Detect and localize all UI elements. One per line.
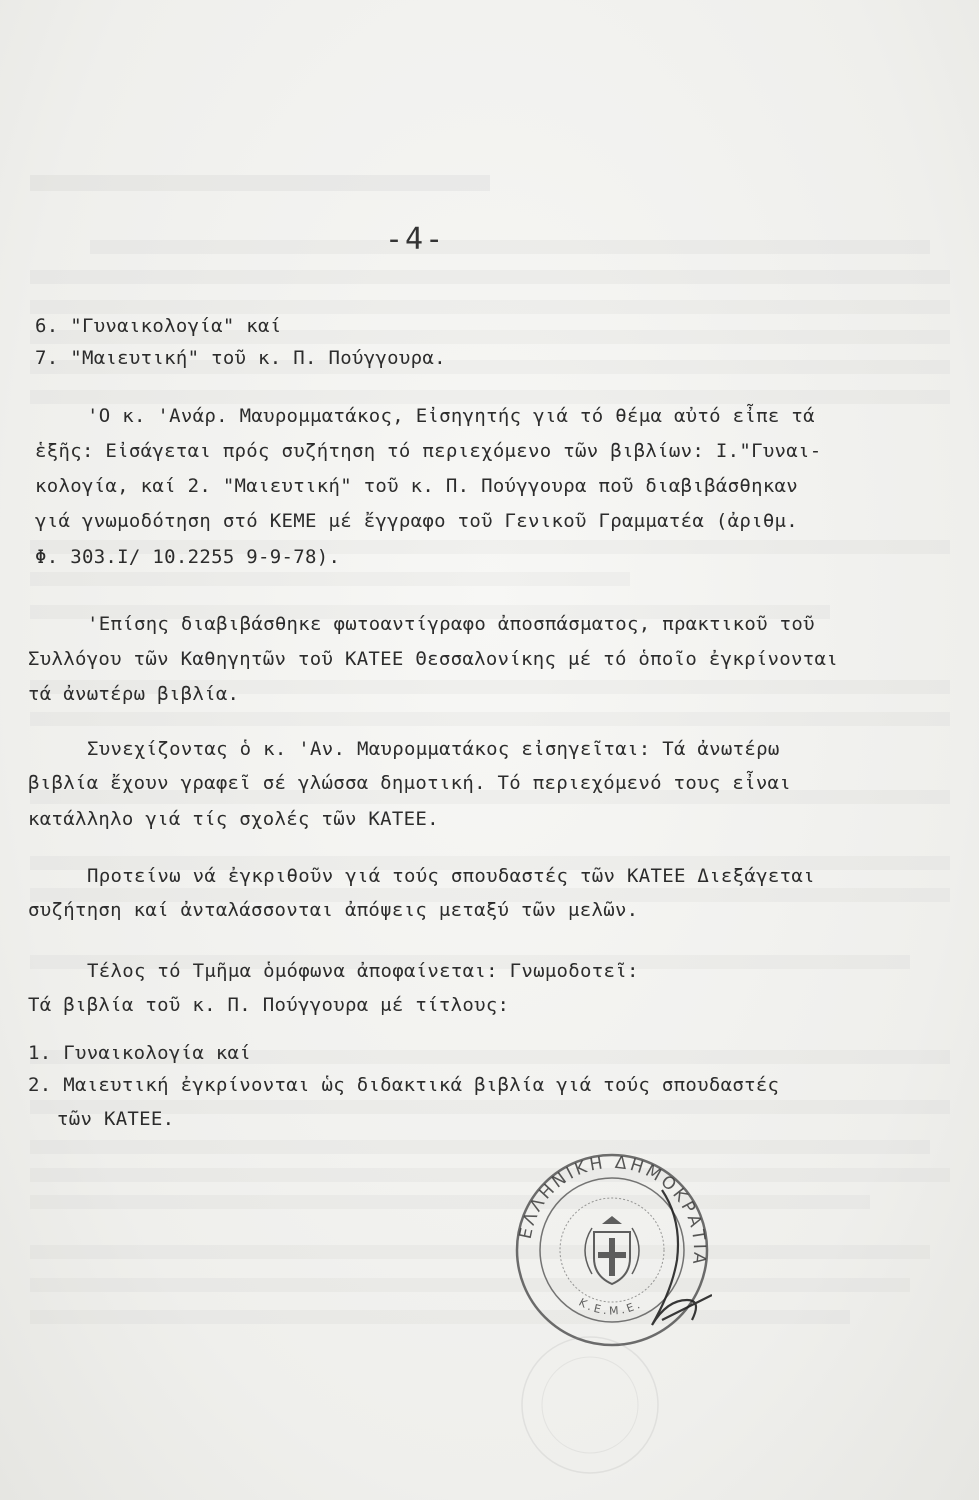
paragraph-3-line-2: βιβλία ἔχουν γραφεῖ σέ γλώσσα δημοτική. Τό περιεχόμενό τους εἶναι xyxy=(28,772,792,794)
paragraph-5-line-1: Τέλος τό Τμῆμα ὁμόφωνα ἀποφαίνεται: Γνωμοδοτεῖ: xyxy=(87,960,639,982)
paragraph-2-line-3: τά ἀνωτέρω βιβλία. xyxy=(28,683,240,705)
paragraph-1-line-2: ἑξῆς: Εἰσάγεται πρός συζήτηση τό περιεχόμενο τῶν βιβλίων: Ι."Γυναι- xyxy=(35,440,822,462)
paragraph-1-line-4: γιά γνωμοδότηση στό ΚΕΜΕ μέ ἔγγραφο τοῦ Γενικοῦ Γραμματέα (ἀριθμ. xyxy=(35,510,799,532)
numbered-item-2-line-2: τῶν ΚΑΤΕΕ. xyxy=(57,1108,175,1130)
paragraph-3-line-3: κατάλληλο γιά τίς σχολές τῶν ΚΑΤΕΕ. xyxy=(28,808,439,830)
page-number: -4- xyxy=(385,222,446,257)
numbered-item-1: 1. Γυναικολογία καί xyxy=(28,1042,252,1064)
paragraph-4-line-2: συζήτηση καί ἀνταλάσσονται ἀπόψεις μεταξύ τῶν μελῶν. xyxy=(28,899,639,921)
paragraph-5-line-2: Τά βιβλία τοῦ κ. Π. Πούγγουρα μέ τίτλους: xyxy=(28,994,510,1016)
paragraph-4-line-1: Προτείνω νά ἐγκριθοῦν γιά τούς σπουδαστές τῶν ΚΑΤΕΕ Διεξάγεται xyxy=(87,865,815,887)
seal-outer-text: ΕΛΛΗΝΙΚΗ ΔΗΜΟΚΡΑΤΙΑ xyxy=(515,1152,710,1269)
official-seal-stamp xyxy=(512,1150,712,1350)
paragraph-2-line-2: Συλλόγου τῶν Καθηγητῶν τοῦ ΚΑΤΕΕ Θεσσαλονίκης μέ τό ὁποῖο ἐγκρίνονται xyxy=(28,648,838,670)
paragraph-1-line-1: 'Ο κ. 'Ανάρ. Μαυρομματάκος, Εἰσηγητής γιά τό θέμα αὐτό εἶπε τά xyxy=(87,405,815,427)
ghost-stamp-bleed xyxy=(505,1330,675,1480)
paragraph-1-line-5: Φ. 303.Ι/ 10.2255 9-9-78). xyxy=(35,546,341,568)
seal-bottom-text: Κ.Ε.Μ.Ε. xyxy=(576,1295,645,1318)
numbered-item-2-line-1: 2. Μαιευτική ἐγκρίνονται ὡς διδακτικά βιβλία γιά τούς σπουδαστές xyxy=(28,1074,780,1096)
paragraph-1-line-3: κολογία, καί 2. "Μαιευτική" τοῦ κ. Π. Πούγγουρα ποῦ διαβιβάσθηκαν xyxy=(35,475,799,497)
list-item-7: 7. "Μαιευτική" τοῦ κ. Π. Πούγγουρα. xyxy=(35,347,446,369)
paragraph-3-line-1: Συνεχίζοντας ὁ κ. 'Αν. Μαυρομματάκος εἰσηγεῖται: Τά ἀνωτέρω xyxy=(87,738,780,760)
coat-of-arms-icon xyxy=(585,1216,639,1284)
list-item-6: 6. "Γυναικολογία" καί xyxy=(35,315,282,337)
paragraph-2-line-1: 'Επίσης διαβιβάσθηκε φωτοαντίγραφο ἀποσπάσματος, πρακτικοῦ τοῦ xyxy=(87,613,815,635)
